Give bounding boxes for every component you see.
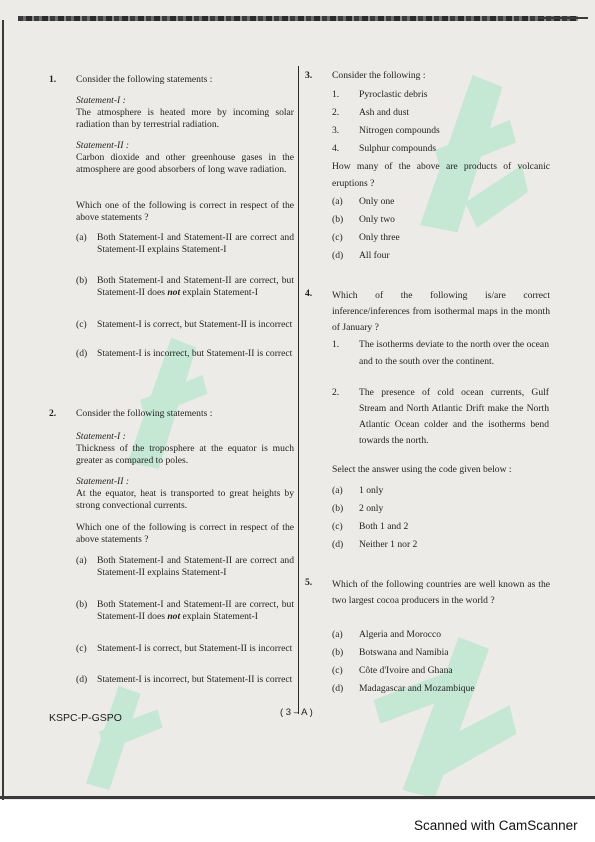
question-number: 2. bbox=[49, 408, 57, 419]
option-label: (a) bbox=[76, 232, 87, 243]
question-number: 5. bbox=[305, 577, 313, 588]
top-border bbox=[18, 16, 578, 21]
bottom-border bbox=[0, 796, 595, 799]
option-text: Both Statement-I and Statement-II are correct and Statement-II explains Statement-I bbox=[97, 555, 294, 579]
scanner-mark: Scanned with CamScanner bbox=[414, 818, 578, 833]
option-label: (a) bbox=[76, 555, 87, 566]
statement-1-text: Thickness of the troposphere at the equator is much greater as compared to poles. bbox=[76, 443, 294, 467]
question-2 bbox=[49, 408, 294, 703]
statement-1-title: Statement-I : bbox=[76, 95, 126, 106]
statement-1-text: The atmosphere is heated more by incoming solar radiation than by terrestrial radiation. bbox=[76, 107, 294, 131]
option-label: (c) bbox=[76, 643, 87, 654]
question-1 bbox=[49, 74, 294, 384]
statement-2-text: At the equator, heat is transported to great heights by strong convectional currents. bbox=[76, 488, 294, 512]
page-number: ( 3 – A ) bbox=[280, 707, 313, 718]
option-text: Both Statement-I and Statement-II are correct, but Statement-II does not explain Statement-I bbox=[97, 275, 294, 299]
statement-2-title: Statement-II : bbox=[76, 476, 130, 487]
question-ask: How many of the above are products of volcanic eruptions ? bbox=[332, 161, 550, 189]
question-3: 3. Consider the following : 1. Pyroclastic debris 2. Ash and dust 3. Nitrogen compounds 4. Sulphur compounds How many of the above are products of volcanic eruptions ? (a) Only one (b) Only two (c) Only three (d) All four bbox=[305, 70, 550, 261]
option-text: Statement-I is correct, but Statement-II is incorrect bbox=[97, 643, 293, 654]
option-text: Both Statement-I and Statement-II are correct and Statement-II explains Statement-I bbox=[97, 232, 294, 256]
paper-code: KSPC-P-GSPO bbox=[49, 712, 122, 724]
statement-1-title: Statement-I : bbox=[76, 431, 126, 442]
option-text: Statement-I is incorrect, but Statement-II is correct bbox=[97, 348, 293, 359]
option-label: (b) bbox=[76, 275, 88, 286]
statement-2-text: Carbon dioxide and other greenhouse gases in the atmosphere are good absorbers of long wave radiation. bbox=[76, 152, 294, 176]
question-number: 1. bbox=[49, 74, 57, 85]
option-label: (c) bbox=[76, 319, 87, 330]
top-border-right bbox=[538, 17, 588, 19]
question-stem: Which of the following countries are well known as the two largest cocoa producers in the world ? bbox=[332, 579, 550, 606]
option-text: Statement-I is correct, but Statement-II is incorrect bbox=[97, 319, 293, 330]
question-ask: Which one of the following is correct in respect of the above statements ? bbox=[76, 200, 294, 224]
question-stem: Consider the following statements : bbox=[76, 74, 213, 85]
question-stem: Which of the following is/are correct inference/inferences from isothermal maps in the month of January ? bbox=[332, 290, 550, 333]
statement-2-title: Statement-II : bbox=[76, 140, 130, 151]
question-ask: Which one of the following is correct in respect of the above statements ? bbox=[76, 522, 294, 546]
question-4: 4. Which of the following is/are correct inference/inferences from isothermal maps in the month of January ? 1. The isotherms deviate to the north over the ocean and to the south over the continent. 2. The presence of cold ocean currents, Gulf Stream and North Atlantic Drift make the North Atlantic Ocean colder and the isotherms bend towards the north. Select the answer using the code given below : (a) 1 only (b) 2 only (c) Both 1 and 2 (d) Neither 1 nor 2 bbox=[305, 288, 550, 550]
left-border bbox=[2, 20, 4, 800]
question-stem: Consider the following statements : bbox=[76, 408, 213, 419]
question-number: 3. bbox=[305, 70, 313, 81]
option-text: Statement-I is incorrect, but Statement-II is correct bbox=[97, 674, 293, 685]
question-number: 4. bbox=[305, 288, 313, 299]
option-text: Both Statement-I and Statement-II are correct, but Statement-II does not explain Statement-I bbox=[97, 599, 294, 623]
option-label: (b) bbox=[76, 599, 88, 610]
question-stem: Consider the following : bbox=[332, 70, 426, 81]
option-label: (d) bbox=[76, 674, 88, 685]
question-ask: Select the answer using the code given below : bbox=[332, 464, 512, 475]
question-5: 5. Which of the following countries are well known as the two largest cocoa producers in the world ? (a) Algeria and Morocco (b) Botswana and Namibia (c) Côte d'Ivoire and Ghana (d) Madagascar and Mozambique bbox=[305, 577, 550, 694]
column-divider bbox=[298, 66, 299, 714]
option-label: (d) bbox=[76, 348, 88, 359]
